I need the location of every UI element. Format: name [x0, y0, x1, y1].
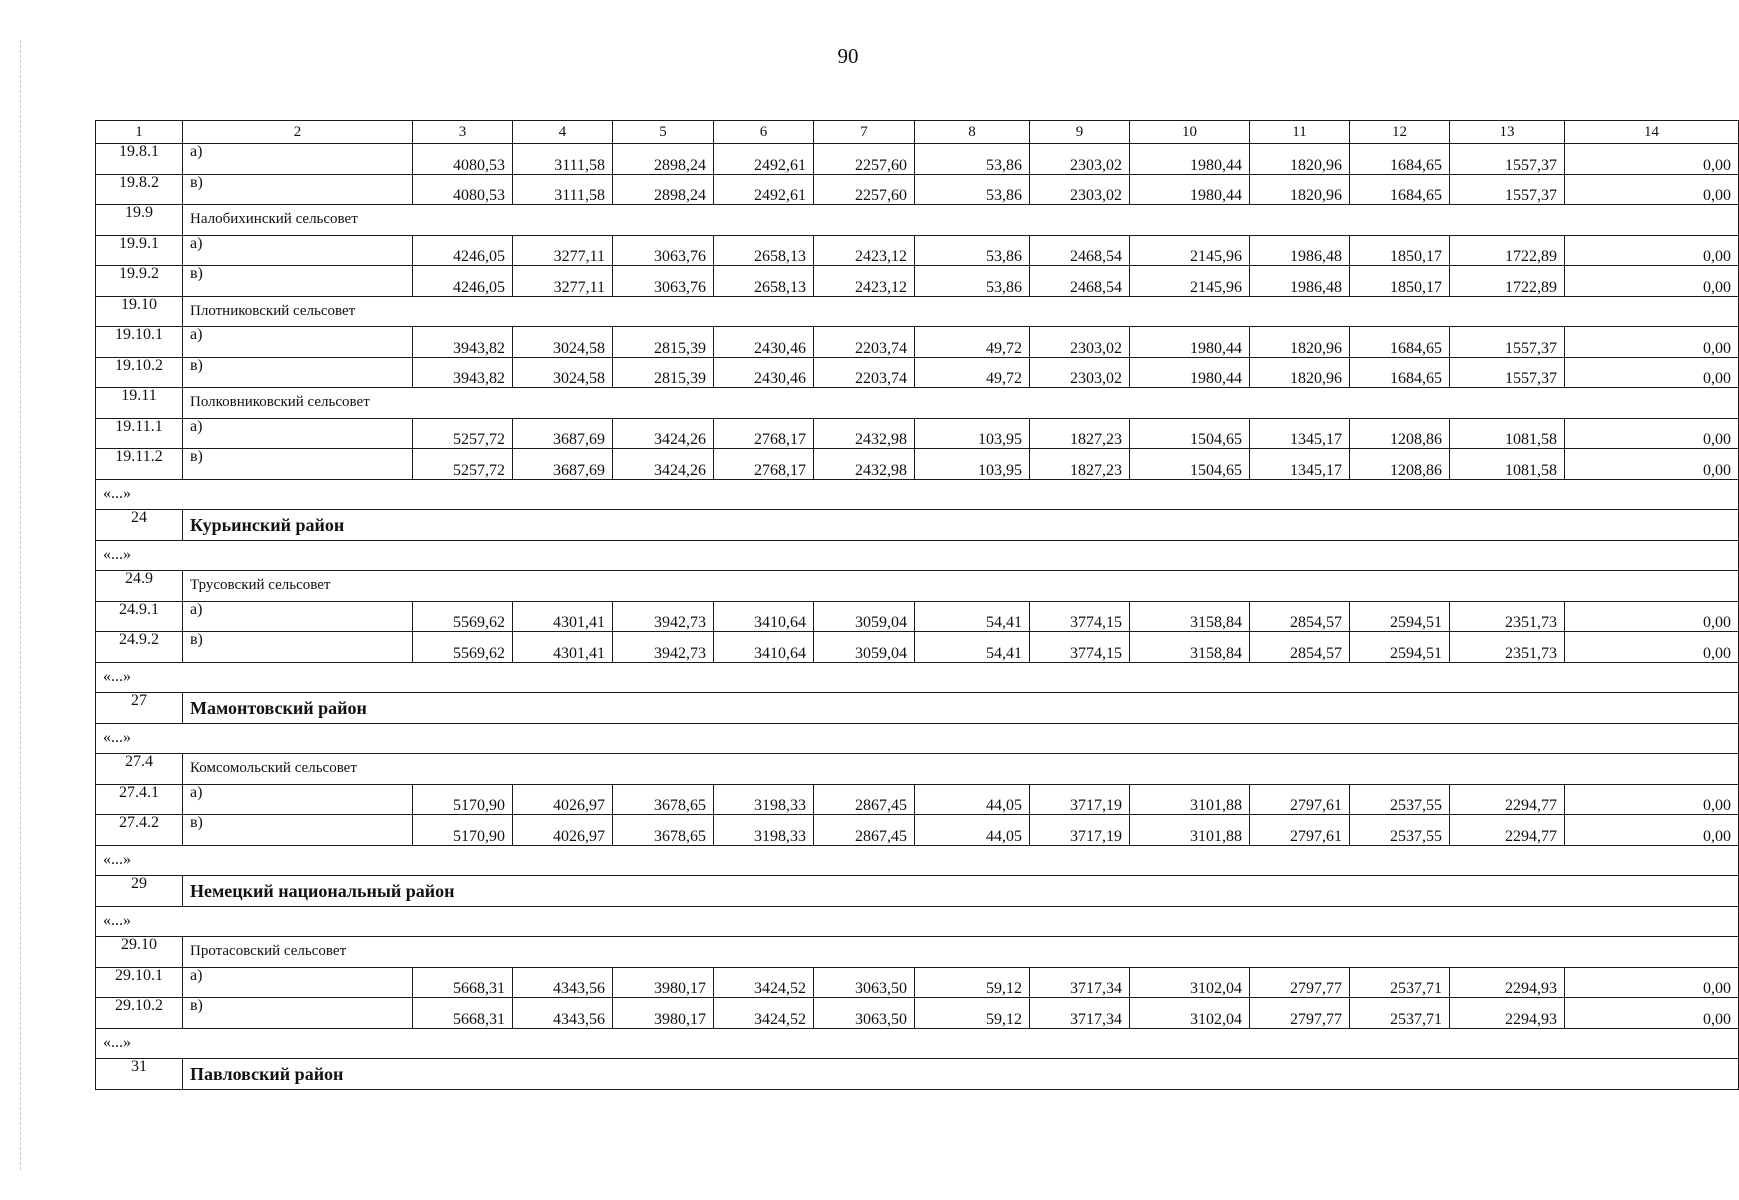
- value-cell: 1345,17: [1250, 449, 1350, 480]
- omission-row: [96, 723, 1739, 754]
- value-cell: 1820,96: [1250, 357, 1350, 388]
- value-cell: 2303,02: [1030, 357, 1130, 388]
- data-row: [96, 815, 1739, 846]
- row-code: 19.10: [96, 296, 183, 327]
- value-cell: 3687,69: [513, 449, 613, 480]
- value-cell: 1208,86: [1350, 449, 1450, 480]
- value-cell: 4080,53: [413, 144, 513, 175]
- omission-row: [96, 479, 1739, 510]
- column-number-cell: 11: [1250, 121, 1350, 144]
- row-label: в): [183, 815, 413, 846]
- value-cell: 2423,12: [814, 266, 915, 297]
- value-cell: 53,86: [915, 144, 1030, 175]
- value-cell: 0,00: [1565, 815, 1739, 846]
- row-label: а): [183, 144, 413, 175]
- value-cell: 3063,76: [613, 266, 714, 297]
- column-number-cell: 5: [613, 121, 714, 144]
- value-cell: 0,00: [1565, 449, 1739, 480]
- value-cell: 1820,96: [1250, 327, 1350, 358]
- value-cell: 1850,17: [1350, 266, 1450, 297]
- value-cell: 2797,61: [1250, 784, 1350, 815]
- value-cell: 0,00: [1565, 174, 1739, 205]
- value-cell: 2294,93: [1450, 998, 1565, 1029]
- value-cell: 2468,54: [1030, 235, 1130, 266]
- value-cell: 5257,72: [413, 449, 513, 480]
- row-label: а): [183, 967, 413, 998]
- value-cell: 3424,26: [613, 449, 714, 480]
- value-cell: 1504,65: [1130, 449, 1250, 480]
- value-cell: 1684,65: [1350, 144, 1450, 175]
- value-cell: 2854,57: [1250, 601, 1350, 632]
- value-cell: 3024,58: [513, 327, 613, 358]
- value-cell: 3198,33: [714, 784, 814, 815]
- value-cell: 4026,97: [513, 784, 613, 815]
- omission-marker: «...»: [96, 662, 1739, 693]
- value-cell: 1684,65: [1350, 174, 1450, 205]
- value-cell: 0,00: [1565, 967, 1739, 998]
- omission-row: [96, 662, 1739, 693]
- omission-marker: «...»: [96, 906, 1739, 937]
- value-cell: 0,00: [1565, 418, 1739, 449]
- column-number-cell: 1: [96, 121, 183, 144]
- region-row: [96, 1059, 1739, 1090]
- column-number-cell: 4: [513, 121, 613, 144]
- value-cell: 4080,53: [413, 174, 513, 205]
- value-cell: 2658,13: [714, 266, 814, 297]
- value-cell: 3678,65: [613, 815, 714, 846]
- value-cell: 2537,71: [1350, 967, 1450, 998]
- value-cell: 1986,48: [1250, 235, 1350, 266]
- value-cell: 1820,96: [1250, 144, 1350, 175]
- row-label: в): [183, 449, 413, 480]
- value-cell: 3024,58: [513, 357, 613, 388]
- value-cell: 2537,71: [1350, 998, 1450, 1029]
- value-cell: 1820,96: [1250, 174, 1350, 205]
- region-row: [96, 876, 1739, 907]
- row-label: в): [183, 357, 413, 388]
- value-cell: 3111,58: [513, 144, 613, 175]
- value-cell: 2867,45: [814, 815, 915, 846]
- value-cell: 3063,76: [613, 235, 714, 266]
- column-number-cell: 8: [915, 121, 1030, 144]
- value-cell: 53,86: [915, 235, 1030, 266]
- value-cell: 2430,46: [714, 357, 814, 388]
- value-cell: 1504,65: [1130, 418, 1250, 449]
- value-cell: 2203,74: [814, 357, 915, 388]
- value-cell: 103,95: [915, 418, 1030, 449]
- value-cell: 2658,13: [714, 235, 814, 266]
- value-cell: 3717,19: [1030, 815, 1130, 846]
- value-cell: 1980,44: [1130, 174, 1250, 205]
- settlement-row: [96, 754, 1739, 785]
- row-code: 19.9.1: [96, 235, 183, 266]
- value-cell: 2797,77: [1250, 998, 1350, 1029]
- region-name: Курьинский район: [183, 510, 1739, 541]
- value-cell: 1684,65: [1350, 327, 1450, 358]
- value-cell: 2303,02: [1030, 327, 1130, 358]
- settlement-name: Полковниковский сельсовет: [183, 388, 1739, 419]
- row-label: в): [183, 174, 413, 205]
- data-row: [96, 327, 1739, 358]
- value-cell: 1827,23: [1030, 418, 1130, 449]
- value-cell: 44,05: [915, 784, 1030, 815]
- value-cell: 3424,52: [714, 967, 814, 998]
- value-cell: 103,95: [915, 449, 1030, 480]
- data-row: [96, 784, 1739, 815]
- value-cell: 2594,51: [1350, 632, 1450, 663]
- settlement-name: Трусовский сельсовет: [183, 571, 1739, 602]
- row-code: 27.4.1: [96, 784, 183, 815]
- value-cell: 2145,96: [1130, 235, 1250, 266]
- column-number-row: [96, 121, 1739, 144]
- value-cell: 3158,84: [1130, 632, 1250, 663]
- omission-marker: «...»: [96, 1028, 1739, 1059]
- omission-row: [96, 906, 1739, 937]
- row-code: 24: [96, 510, 183, 541]
- data-row: [96, 601, 1739, 632]
- value-cell: 0,00: [1565, 632, 1739, 663]
- value-cell: 1827,23: [1030, 449, 1130, 480]
- data-row: [96, 967, 1739, 998]
- column-number-cell: 13: [1450, 121, 1565, 144]
- value-cell: 3410,64: [714, 601, 814, 632]
- value-cell: 1557,37: [1450, 327, 1565, 358]
- column-number-cell: 14: [1565, 121, 1739, 144]
- value-cell: 1081,58: [1450, 418, 1565, 449]
- value-cell: 2432,98: [814, 418, 915, 449]
- value-cell: 53,86: [915, 174, 1030, 205]
- value-cell: 2423,12: [814, 235, 915, 266]
- value-cell: 3717,34: [1030, 967, 1130, 998]
- scan-margin-line: [20, 40, 21, 1170]
- value-cell: 5170,90: [413, 784, 513, 815]
- settlement-name: Комсомольский сельсовет: [183, 754, 1739, 785]
- value-cell: 4343,56: [513, 998, 613, 1029]
- data-row: [96, 632, 1739, 663]
- value-cell: 2537,55: [1350, 784, 1450, 815]
- value-cell: 1345,17: [1250, 418, 1350, 449]
- value-cell: 3111,58: [513, 174, 613, 205]
- value-cell: 3943,82: [413, 327, 513, 358]
- row-code: 19.10.1: [96, 327, 183, 358]
- value-cell: 3943,82: [413, 357, 513, 388]
- value-cell: 54,41: [915, 601, 1030, 632]
- value-cell: 4301,41: [513, 632, 613, 663]
- row-code: 19.10.2: [96, 357, 183, 388]
- settlement-row: [96, 937, 1739, 968]
- value-cell: 2294,93: [1450, 967, 1565, 998]
- value-cell: 0,00: [1565, 784, 1739, 815]
- value-cell: 2351,73: [1450, 632, 1565, 663]
- column-number-cell: 3: [413, 121, 513, 144]
- value-cell: 5668,31: [413, 967, 513, 998]
- value-cell: 2468,54: [1030, 266, 1130, 297]
- value-cell: 2898,24: [613, 144, 714, 175]
- value-cell: 3059,04: [814, 632, 915, 663]
- column-number-cell: 6: [714, 121, 814, 144]
- value-cell: 44,05: [915, 815, 1030, 846]
- value-cell: 3063,50: [814, 967, 915, 998]
- row-code: 24.9.1: [96, 601, 183, 632]
- value-cell: 3102,04: [1130, 967, 1250, 998]
- value-cell: 3158,84: [1130, 601, 1250, 632]
- omission-row: [96, 845, 1739, 876]
- row-code: 27.4.2: [96, 815, 183, 846]
- row-code: 19.9.2: [96, 266, 183, 297]
- value-cell: 3424,52: [714, 998, 814, 1029]
- value-cell: 4301,41: [513, 601, 613, 632]
- value-cell: 5569,62: [413, 632, 513, 663]
- column-number-cell: 10: [1130, 121, 1250, 144]
- omission-marker: «...»: [96, 479, 1739, 510]
- value-cell: 2294,77: [1450, 784, 1565, 815]
- value-cell: 2257,60: [814, 174, 915, 205]
- value-cell: 2768,17: [714, 418, 814, 449]
- region-row: [96, 693, 1739, 724]
- settlement-name: Налобихинский сельсовет: [183, 205, 1739, 236]
- row-code: 29.10.1: [96, 967, 183, 998]
- value-cell: 3774,15: [1030, 601, 1130, 632]
- column-number-cell: 9: [1030, 121, 1130, 144]
- value-cell: 3774,15: [1030, 632, 1130, 663]
- value-cell: 1684,65: [1350, 357, 1450, 388]
- omission-row: [96, 540, 1739, 571]
- value-cell: 4246,05: [413, 235, 513, 266]
- row-code: 31: [96, 1059, 183, 1090]
- value-cell: 3980,17: [613, 998, 714, 1029]
- row-label: в): [183, 998, 413, 1029]
- value-cell: 2432,98: [814, 449, 915, 480]
- value-cell: 2145,96: [1130, 266, 1250, 297]
- value-cell: 2294,77: [1450, 815, 1565, 846]
- value-cell: 2492,61: [714, 144, 814, 175]
- value-cell: 3687,69: [513, 418, 613, 449]
- row-code: 24.9: [96, 571, 183, 602]
- settlement-row: [96, 205, 1739, 236]
- value-cell: 2815,39: [613, 327, 714, 358]
- value-cell: 53,86: [915, 266, 1030, 297]
- omission-row: [96, 1028, 1739, 1059]
- value-cell: 59,12: [915, 998, 1030, 1029]
- value-cell: 2303,02: [1030, 144, 1130, 175]
- value-cell: 4026,97: [513, 815, 613, 846]
- value-cell: 1980,44: [1130, 327, 1250, 358]
- value-cell: 3102,04: [1130, 998, 1250, 1029]
- value-cell: 2797,77: [1250, 967, 1350, 998]
- value-cell: 4246,05: [413, 266, 513, 297]
- value-cell: 2768,17: [714, 449, 814, 480]
- row-code: 24.9.2: [96, 632, 183, 663]
- value-cell: 2797,61: [1250, 815, 1350, 846]
- row-code: 29.10.2: [96, 998, 183, 1029]
- row-label: а): [183, 418, 413, 449]
- row-code: 19.8.1: [96, 144, 183, 175]
- data-row: [96, 174, 1739, 205]
- value-cell: 3059,04: [814, 601, 915, 632]
- value-cell: 49,72: [915, 357, 1030, 388]
- value-cell: 1208,86: [1350, 418, 1450, 449]
- value-cell: 1557,37: [1450, 174, 1565, 205]
- settlement-row: [96, 296, 1739, 327]
- row-code: 29: [96, 876, 183, 907]
- row-label: а): [183, 784, 413, 815]
- page-number: 90: [837, 44, 859, 68]
- value-cell: 0,00: [1565, 601, 1739, 632]
- value-cell: 1722,89: [1450, 235, 1565, 266]
- value-cell: 3980,17: [613, 967, 714, 998]
- value-cell: 2594,51: [1350, 601, 1450, 632]
- value-cell: 5668,31: [413, 998, 513, 1029]
- row-code: 19.8.2: [96, 174, 183, 205]
- value-cell: 59,12: [915, 967, 1030, 998]
- value-cell: 0,00: [1565, 266, 1739, 297]
- region-row: [96, 510, 1739, 541]
- value-cell: 54,41: [915, 632, 1030, 663]
- value-cell: 1980,44: [1130, 357, 1250, 388]
- value-cell: 3063,50: [814, 998, 915, 1029]
- column-number-cell: 2: [183, 121, 413, 144]
- value-cell: 1980,44: [1130, 144, 1250, 175]
- data-row: [96, 144, 1739, 175]
- value-cell: 4343,56: [513, 967, 613, 998]
- value-cell: 3942,73: [613, 601, 714, 632]
- column-number-cell: 12: [1350, 121, 1450, 144]
- value-cell: 0,00: [1565, 327, 1739, 358]
- row-code: 19.9: [96, 205, 183, 236]
- region-name: Павловский район: [183, 1059, 1739, 1090]
- value-cell: 3277,11: [513, 266, 613, 297]
- settlement-name: Плотниковский сельсовет: [183, 296, 1739, 327]
- row-code: 19.11.1: [96, 418, 183, 449]
- row-label: а): [183, 327, 413, 358]
- value-cell: 3101,88: [1130, 784, 1250, 815]
- settlement-row: [96, 388, 1739, 419]
- value-cell: 1081,58: [1450, 449, 1565, 480]
- settlement-name: Протасовский сельсовет: [183, 937, 1739, 968]
- value-cell: 2854,57: [1250, 632, 1350, 663]
- value-cell: 1557,37: [1450, 357, 1565, 388]
- value-cell: 3277,11: [513, 235, 613, 266]
- data-row: [96, 998, 1739, 1029]
- value-cell: 0,00: [1565, 357, 1739, 388]
- value-cell: 1557,37: [1450, 144, 1565, 175]
- value-cell: 1850,17: [1350, 235, 1450, 266]
- value-cell: 3410,64: [714, 632, 814, 663]
- row-label: а): [183, 235, 413, 266]
- value-cell: 3678,65: [613, 784, 714, 815]
- value-cell: 2303,02: [1030, 174, 1130, 205]
- row-label: в): [183, 632, 413, 663]
- value-cell: 2492,61: [714, 174, 814, 205]
- omission-marker: «...»: [96, 723, 1739, 754]
- row-label: а): [183, 601, 413, 632]
- region-name: Мамонтовский район: [183, 693, 1739, 724]
- value-cell: 1986,48: [1250, 266, 1350, 297]
- value-cell: 2351,73: [1450, 601, 1565, 632]
- omission-marker: «...»: [96, 540, 1739, 571]
- value-cell: 2203,74: [814, 327, 915, 358]
- value-cell: 2815,39: [613, 357, 714, 388]
- value-cell: 3101,88: [1130, 815, 1250, 846]
- omission-marker: «...»: [96, 845, 1739, 876]
- data-row: [96, 266, 1739, 297]
- column-number-cell: 7: [814, 121, 915, 144]
- value-cell: 2867,45: [814, 784, 915, 815]
- row-code: 27: [96, 693, 183, 724]
- value-cell: 0,00: [1565, 998, 1739, 1029]
- value-cell: 2537,55: [1350, 815, 1450, 846]
- row-label: в): [183, 266, 413, 297]
- value-cell: 3424,26: [613, 418, 714, 449]
- value-cell: 5170,90: [413, 815, 513, 846]
- value-cell: 3198,33: [714, 815, 814, 846]
- value-cell: 5569,62: [413, 601, 513, 632]
- data-row: [96, 449, 1739, 480]
- region-name: Немецкий национальный район: [183, 876, 1739, 907]
- row-code: 19.11.2: [96, 449, 183, 480]
- value-cell: 0,00: [1565, 235, 1739, 266]
- value-cell: 0,00: [1565, 144, 1739, 175]
- value-cell: 1722,89: [1450, 266, 1565, 297]
- value-cell: 3717,34: [1030, 998, 1130, 1029]
- value-cell: 49,72: [915, 327, 1030, 358]
- value-cell: 3717,19: [1030, 784, 1130, 815]
- data-row: [96, 357, 1739, 388]
- value-cell: 3942,73: [613, 632, 714, 663]
- value-cell: 2430,46: [714, 327, 814, 358]
- data-row: [96, 235, 1739, 266]
- settlement-row: [96, 571, 1739, 602]
- value-cell: 2898,24: [613, 174, 714, 205]
- data-row: [96, 418, 1739, 449]
- row-code: 27.4: [96, 754, 183, 785]
- tariff-table: [95, 120, 1739, 1090]
- value-cell: 5257,72: [413, 418, 513, 449]
- row-code: 29.10: [96, 937, 183, 968]
- row-code: 19.11: [96, 388, 183, 419]
- value-cell: 2257,60: [814, 144, 915, 175]
